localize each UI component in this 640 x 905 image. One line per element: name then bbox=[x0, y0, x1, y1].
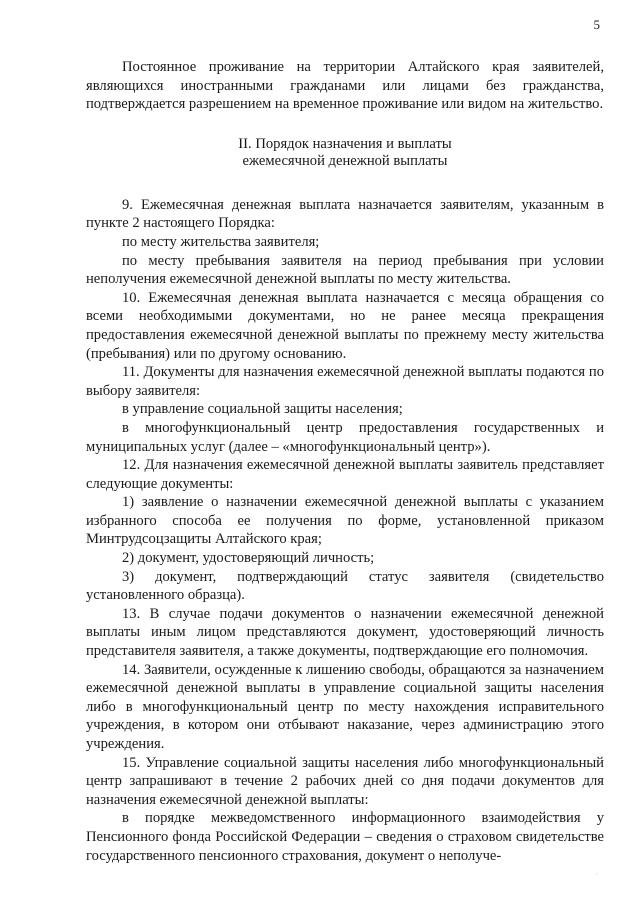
document-body bbox=[86, 58, 604, 865]
paragraph-14: 14. Заявители, осужденные к лишению свободы, обращаются за назначением ежемесячной денежной выплаты в управление социальной защиты населения либо в многофункциональный центр по месту нахождения исправительного учреждения, в котором они отбывают наказание, через администрацию этого учреждения. bbox=[86, 661, 604, 752]
paragraph-9-item-a: по месту жительства заявителя; bbox=[122, 233, 320, 250]
paragraph-12: 12. Для назначения ежемесячной денежной выплаты заявитель представляет следующие документы: bbox=[86, 457, 604, 492]
scan-speck: · bbox=[596, 872, 598, 878]
section-heading-line2: ежемесячной денежной выплаты bbox=[242, 152, 448, 169]
intro-paragraph: Постоянное проживание на территории Алтайского края заявителей, являющихся иностранными гражданами или лицами без гражданства, подтверждается разрешением на временное проживание или видом на жительство. bbox=[86, 59, 604, 113]
section-heading bbox=[86, 136, 604, 170]
paragraph-9: 9. Ежемесячная денежная выплата назначается заявителям, указанным в пункте 2 настоящего Порядка: bbox=[86, 196, 604, 232]
paragraph-9-item-b: по месту пребывания заявителя на период пребывания при условии неполучения ежемесячной денежной выплаты по месту жительства. bbox=[86, 252, 604, 288]
paragraph-15-item-a: в порядке межведомственного информационного взаимодействия у Пенсионного фонда Российской Федерации – сведения о страховом свидетельстве государственного пенсионного страхования, документ о неполуче- bbox=[86, 810, 604, 864]
paragraph-12-item-1: 1) заявление о назначении ежемесячной денежной выплаты с указанием избранного способа ее получения по форме, установленной приказом Минтрудсоцзащиты Алтайского края; bbox=[86, 494, 604, 548]
paragraph-10: 10. Ежемесячная денежная выплата назначается с месяца обращения со всеми необходимыми документами, но не ранее месяца прекращения предоставления ежемесячной денежной выплаты по прежнему месту жительства (пребывания) или по другому основанию. bbox=[86, 289, 604, 362]
section-heading-line1: II. Порядок назначения и выплаты bbox=[238, 135, 452, 152]
paragraph-11: 11. Документы для назначения ежемесячной денежной выплаты подаются по выбору заявителя: bbox=[86, 364, 604, 399]
paragraph-12-item-3: 3) документ, подтверждающий статус заявителя (свидетельство установленного образца). bbox=[86, 568, 604, 604]
paragraph-11-item-b: в многофункциональный центр предоставления государственных и муниципальных услуг (далее – «многофункциональный центр»). bbox=[86, 419, 604, 455]
page-number: 5 bbox=[593, 17, 600, 32]
paragraph-12-item-2: 2) документ, удостоверяющий личность; bbox=[122, 550, 375, 567]
paragraph-15: 15. Управление социальной защиты населения либо многофункциональный центр запрашивают в течение 2 рабочих дней со дня подачи документов для назначения ежемесячной денежной выплаты: bbox=[86, 754, 604, 808]
paragraph-11-item-a: в управление социальной защиты населения; bbox=[122, 401, 403, 418]
paragraph-13: 13. В случае подачи документов о назначении ежемесячной денежной выплаты иным лицом представляются документ, удостоверяющий личность представителя заявителя, а также документы, подтверждающие его полномочия. bbox=[86, 605, 604, 660]
